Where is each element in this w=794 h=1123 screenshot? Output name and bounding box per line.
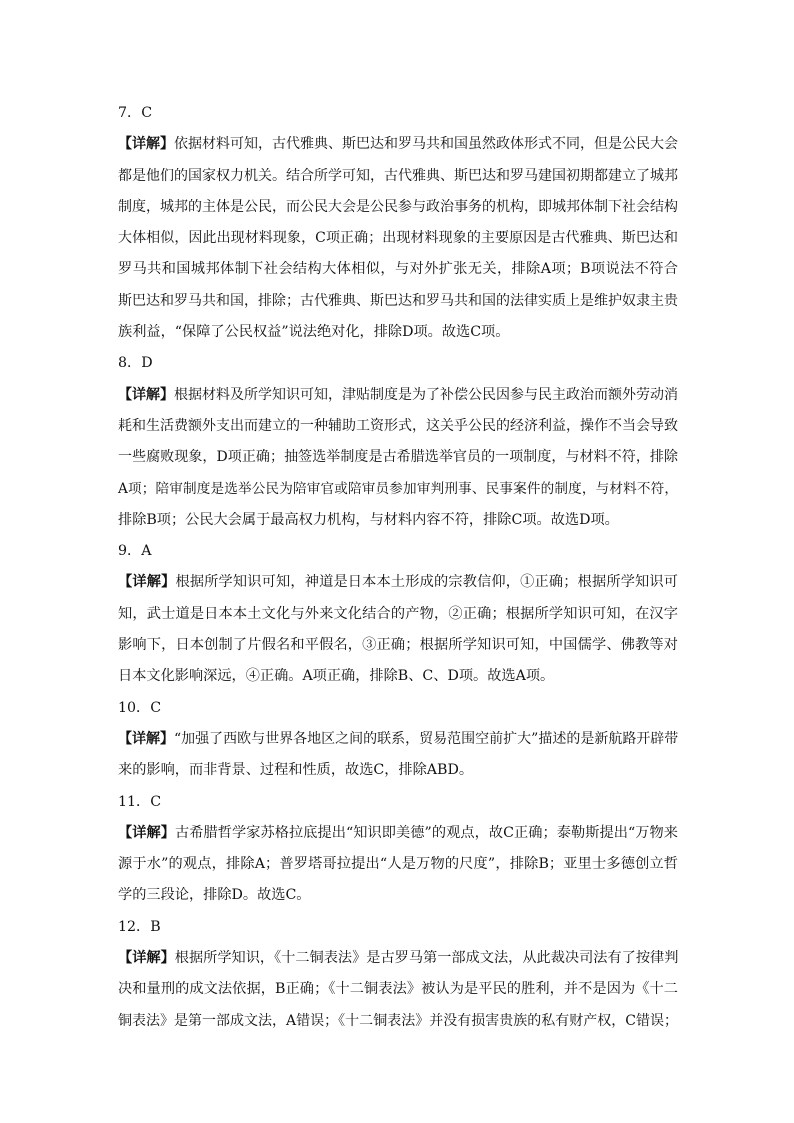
answer-text-line: 罗马共和国城邦体制下社会结构大体相似，与对外扩张无关，排除A项；B项说法不符合 (118, 261, 678, 278)
answer-text-line: 一些腐败现象，D项正确；抽签选举制度是古希腊选举官员的一项制度，与材料不符，排除 (118, 449, 678, 466)
answer-number: 8．D (118, 355, 153, 372)
answer-text-line: 来的影响，而非背景、过程和性质，故选C，排除ABD。 (118, 762, 474, 779)
answer-text-line: 【详解】根据所学知识，《十二铜表法》是古罗马第一部成文法，从此裁决司法有了按律判 (118, 950, 679, 967)
answer-text-line: 【详解】根据材料及所学知识可知，津贴制度是为了补偿公民因参与民主政治而额外劳动消 (118, 386, 678, 403)
answer-number: 11．C (118, 793, 162, 810)
answer-text-line: 知，武士道是日本本土文化与外来文化结合的产物，②正确；根据所学知识可知，在汉字 (118, 605, 678, 622)
answer-text-line: 【详解】根据所学知识可知，神道是日本本土形成的宗教信仰，①正确；根据所学知识可 (118, 574, 678, 591)
answer-text-line: 排除B项；公民大会属于最高权力机构，与材料内容不符，排除C项。故选D项。 (118, 511, 619, 528)
answer-text-line: 日本文化影响深远，④正确。A项正确，排除B、C、D项。故选A项。 (118, 668, 555, 685)
answer-text-line: A项；陪审制度是选举公民为陪审官或陪审员参加审判刑事、民事案件的制度，与材料不符， (118, 480, 678, 497)
answer-number: 12．B (118, 918, 161, 935)
answer-text-line: 影响下，日本创制了片假名和平假名，③正确；根据所学知识可知，中国儒学、佛教等对 (118, 637, 678, 654)
answer-text-line: 【详解】古希腊哲学家苏格拉底提出“知识即美德”的观点，故C正确；泰勒斯提出“万物来 (118, 824, 678, 841)
answer-number: 9．A (118, 543, 152, 560)
answer-text-line: 源于水”的观点，排除A；普罗塔哥拉提出“人是万物的尺度”，排除B；亚里士多德创立哲 (118, 856, 678, 873)
answer-text-line: 【详解】“加强了西欧与世界各地区之间的联系，贸易范围空前扩大”描述的是新航路开辟带 (118, 730, 679, 747)
answer-number: 10．C (118, 699, 162, 716)
detail-label: 【详解】 (118, 136, 174, 153)
answer-text-line: 耗和生活费额外支出而建立的一种辅助工资形式，这关乎公民的经济利益，操作不当会导致 (118, 417, 678, 434)
detail-label: 【详解】 (118, 950, 175, 967)
answer-text-line: 铜表法》是第一部成文法，A错误；《十二铜表法》并没有损害贵族的私有财产权，C错误； (118, 1012, 678, 1029)
detail-label: 【详解】 (118, 730, 174, 747)
answer-text-line: 都是他们的国家权力机关。结合所学可知，古代雅典、斯巴达和罗马建国初期都建立了城邦 (118, 167, 678, 184)
answer-text-line: 学的三段论，排除D。故选C。 (118, 887, 311, 904)
detail-label: 【详解】 (118, 824, 175, 841)
answer-number: 7．C (118, 105, 153, 121)
answer-text-line: 制度，城邦的主体是公民，而公民大会是公民参与政治事务的机构，即城邦体制下社会结构 (118, 198, 678, 215)
answer-text-line: 斯巴达和罗马共和国，排除；古代雅典、斯巴达和罗马共和国的法律实质上是维护奴隶主贵 (118, 292, 678, 309)
answer-text-line: 族利益，“保障了公民权益”说法绝对化，排除D项。故选C项。 (118, 324, 510, 341)
detail-label: 【详解】 (118, 386, 174, 403)
answer-text-line: 决和量刑的成文法依据，B正确；《十二铜表法》被认为是平民的胜利，并不是因为《十二 (118, 981, 678, 998)
answer-text-line: 大体相似，因此出现材料现象，C项正确；出现材料现象的主要原因是古代雅典、斯巴达和 (118, 230, 678, 247)
answer-text-line: 【详解】依据材料可知，古代雅典、斯巴达和罗马共和国虽然政体形式不同，但是公民大会 (118, 136, 678, 153)
detail-label: 【详解】 (118, 574, 176, 591)
answer-document (118, 98, 678, 1037)
